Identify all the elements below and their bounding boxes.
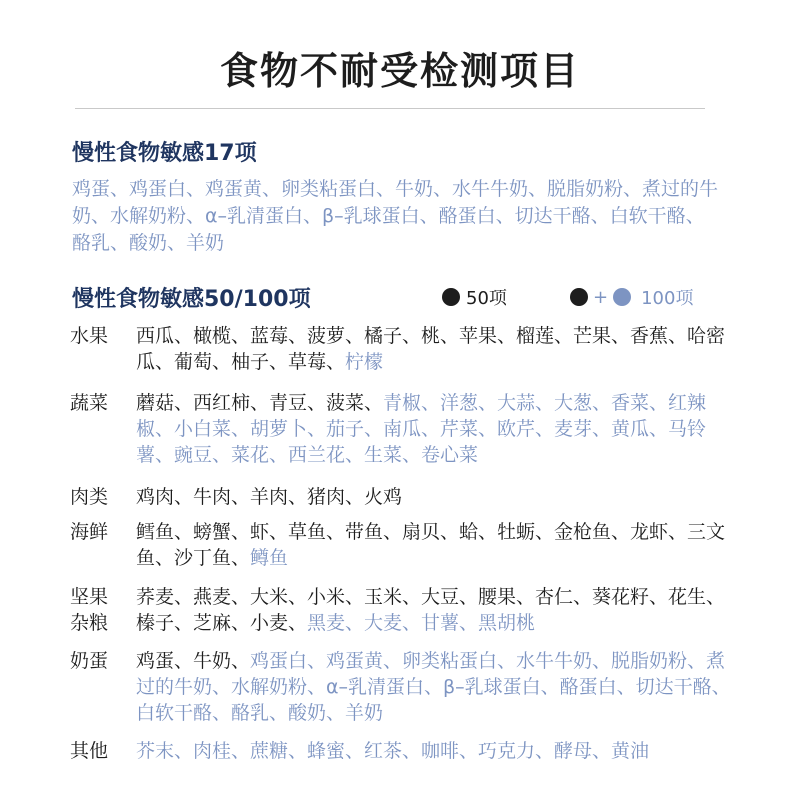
category-label: 海鲜 [70, 521, 109, 543]
legend-100 [570, 284, 693, 310]
category-label: 奶蛋 [70, 650, 109, 672]
section-title-17: 慢性食物敏感17项 [72, 141, 257, 166]
category-items: 鳕鱼、螃蟹、虾、草鱼、带鱼、扇贝、蛤、牡蛎、金枪鱼、龙虾、三文鱼、沙丁鱼、鳟鱼 [136, 521, 726, 569]
section-17-items: 鸡蛋、鸡蛋白、鸡蛋黄、卵类粘蛋白、牛奶、水牛牛奶、脱脂奶粉、煮过的牛奶、水解奶粉、α–乳清蛋白、β–乳球蛋白、酪蛋白、切达干酪、白软干酪、酪乳、酸奶、羊奶 [72, 178, 719, 254]
category-label: 坚果杂粮 [70, 586, 109, 634]
dark-dot-icon [442, 288, 460, 306]
legend-plus: + [593, 286, 609, 308]
legend-50-label: 50项 [466, 288, 507, 309]
category-label: 水果 [70, 325, 109, 347]
category-items: 蘑菇、西红柿、青豆、菠菜、青椒、洋葱、大蒜、大葱、香菜、红辣椒、小白菜、胡萝卜、茄子、南瓜、芹菜、欧芹、麦芽、黄瓜、马铃薯、豌豆、菜花、西兰花、生菜、卷心菜 [136, 392, 707, 466]
title-divider [75, 108, 705, 109]
category-items: 西瓜、橄榄、蓝莓、菠萝、橘子、桃、苹果、榴莲、芒果、香蕉、哈密瓜、葡萄、柚子、草莓、柠檬 [136, 325, 726, 373]
category-label: 肉类 [70, 486, 109, 508]
category-items: 芥末、肉桂、蔗糖、蜂蜜、红茶、咖啡、巧克力、酵母、黄油 [136, 740, 650, 762]
legend-50 [442, 284, 507, 310]
dark-dot-icon [570, 288, 588, 306]
legend-100-label: 100项 [641, 288, 694, 309]
category-items: 鸡蛋、牛奶、鸡蛋白、鸡蛋黄、卵类粘蛋白、水牛牛奶、脱脂奶粉、煮过的牛奶、水解奶粉、α–乳清蛋白、β–乳球蛋白、酪蛋白、切达干酪、白软干酪、酪乳、酸奶、羊奶 [136, 650, 731, 724]
category-label: 蔬菜 [70, 392, 109, 414]
category-label: 其他 [70, 740, 109, 762]
category-items: 鸡肉、牛肉、羊肉、猪肉、火鸡 [136, 486, 403, 508]
section-title-50-100: 慢性食物敏感50/100项 [72, 287, 311, 312]
page-title: 食物不耐受检测项目 [219, 49, 580, 93]
category-items: 荞麦、燕麦、大米、小米、玉米、大豆、腰果、杏仁、葵花籽、花生、榛子、芝麻、小麦、黑麦、大麦、甘薯、黑胡桃 [136, 586, 726, 634]
blue-dot-icon [613, 288, 631, 306]
